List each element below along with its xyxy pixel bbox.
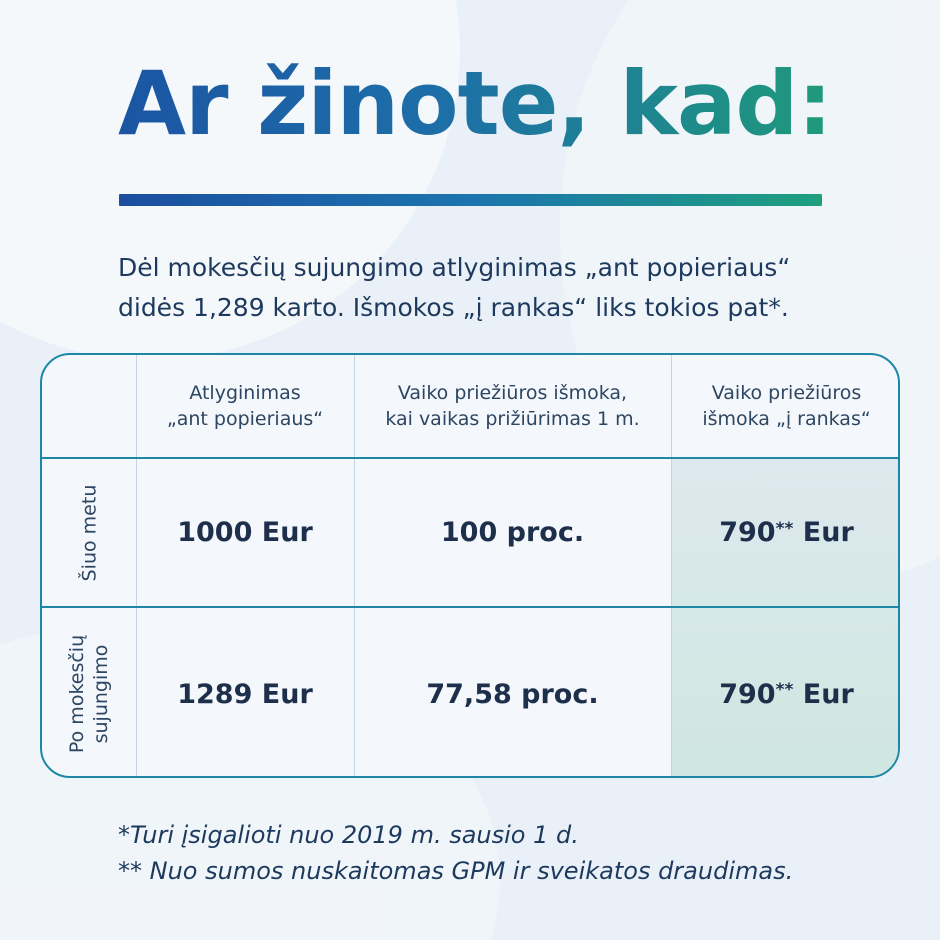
row-label-after-line-1: Po mokesčių	[66, 634, 89, 754]
header-salary-line-1: Atlyginimas	[189, 382, 301, 404]
benefit-current: 100 proc.	[440, 517, 585, 548]
footnote-2: ** Nuo sumos nuskaitomas GPM ir sveikatos draudimas.	[118, 857, 794, 885]
page-title: Ar žinote, kad:	[118, 52, 832, 155]
comparison-table	[40, 353, 900, 778]
net-after-unit: Eur	[793, 678, 854, 710]
footnote-1: *Turi įsigalioti nuo 2019 m. sausio 1 d.	[118, 821, 579, 849]
header-benefit	[354, 355, 671, 457]
net-benefit-after-merge	[671, 608, 900, 778]
net-current-unit: Eur	[793, 517, 854, 548]
row-label-current	[42, 459, 136, 606]
net-benefit-current	[671, 459, 900, 606]
header-benefit-line-1: Vaiko priežiūros išmoka,	[397, 382, 628, 404]
footnotes	[118, 817, 793, 889]
intro-line-1: Dėl mokesčių sujungimo atlyginimas „ant popieriaus“	[118, 253, 791, 282]
net-after-value: 790	[719, 678, 776, 710]
intro-text	[118, 248, 878, 328]
header-salary-line-2: „ant popieriaus“	[166, 408, 324, 430]
row-label-after-merge	[42, 608, 136, 778]
intro-line-2: didės 1,289 karto. Išmokos „į rankas“ liks tokios pat*.	[118, 293, 789, 322]
header-net-benefit	[671, 355, 900, 457]
salary-current: 1000 Eur	[177, 517, 313, 548]
header-net-line-2: išmoka „į rankas“	[702, 408, 871, 430]
net-current-mark: **	[775, 518, 794, 539]
row-label-after-line-2: sujungimo	[90, 644, 113, 744]
net-current-value: 790	[719, 517, 776, 548]
header-salary	[136, 355, 354, 457]
salary-after-merge: 1289 Eur	[177, 678, 313, 710]
row-label-current-text: Šiuo metu	[78, 484, 100, 581]
header-net-line-1: Vaiko priežiūros	[711, 382, 862, 404]
header-benefit-line-2: kai vaikas prižiūrimas 1 m.	[385, 408, 640, 430]
benefit-after-merge: 77,58 proc.	[426, 678, 599, 710]
net-after-mark: **	[775, 680, 794, 700]
title-underline	[119, 194, 822, 206]
